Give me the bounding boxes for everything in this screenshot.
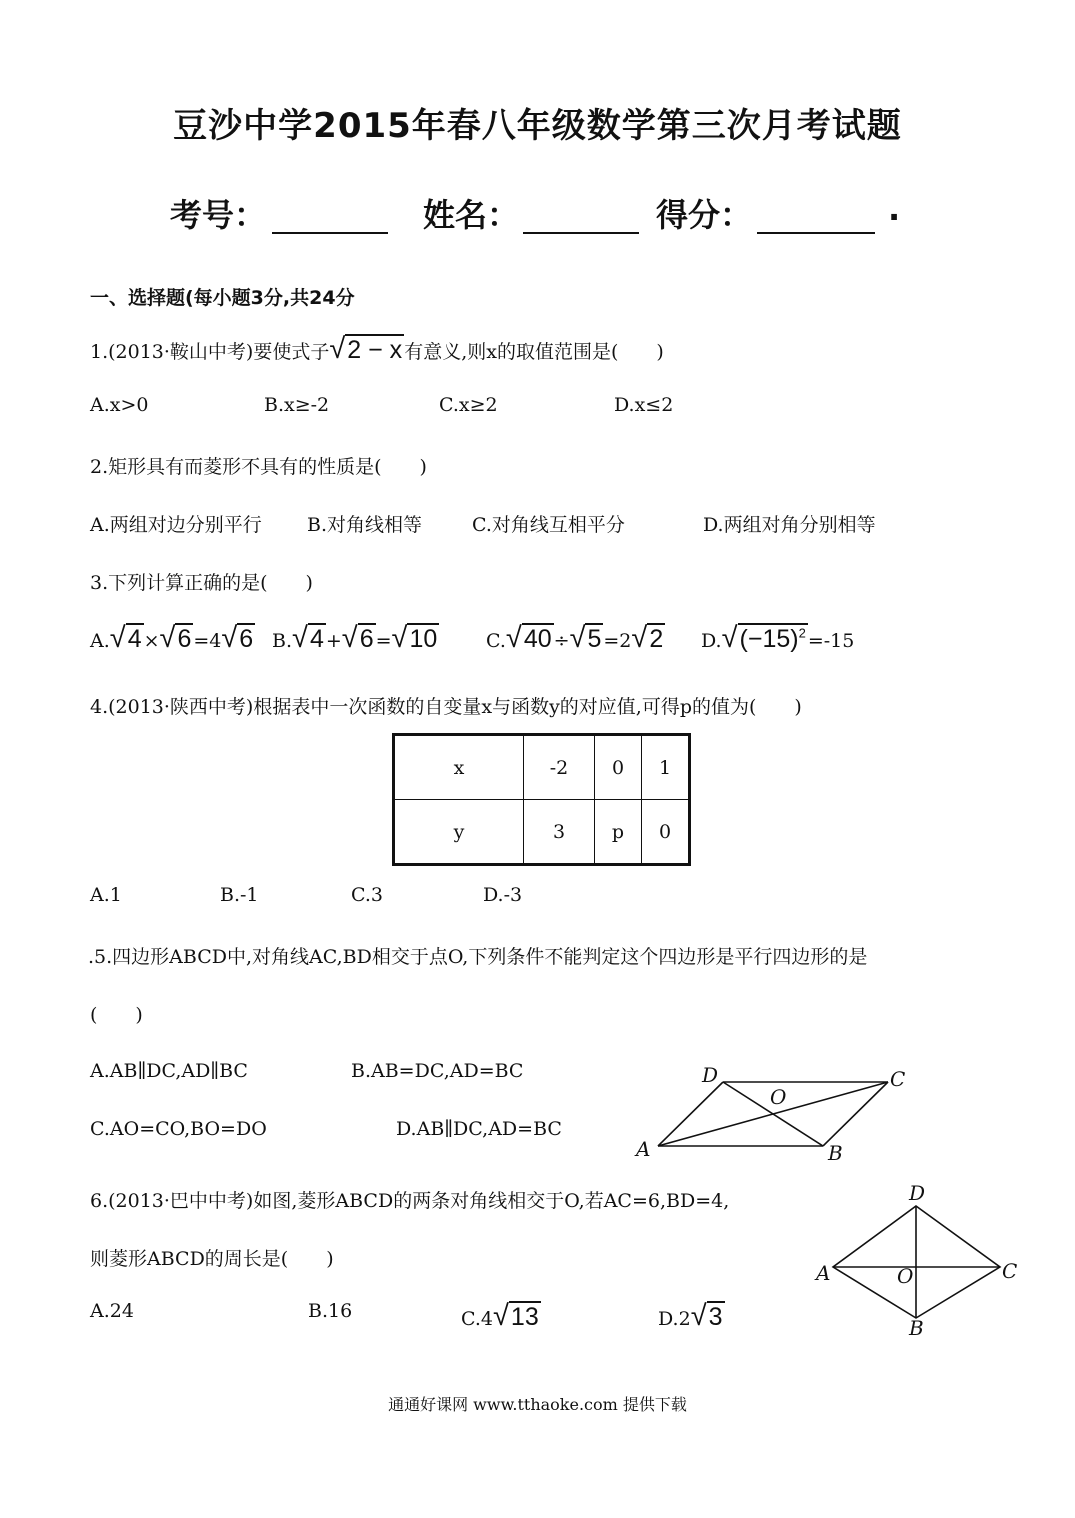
footer-text: 通通好课网 www.tthaoke.com 提供下载 bbox=[388, 1395, 687, 1414]
score-blank[interactable] bbox=[757, 232, 875, 234]
q5-option-c[interactable]: C.AO=CO,BO=DO bbox=[90, 1118, 267, 1140]
table-cell: 3 bbox=[524, 800, 595, 865]
q1-option-c[interactable]: C.x≥2 bbox=[439, 394, 498, 416]
question-2: 2.矩形具有而菱形不具有的性质是( ) bbox=[90, 456, 427, 478]
q1-option-b[interactable]: B.x≥-2 bbox=[264, 394, 330, 416]
vertex-label-c: C bbox=[890, 1067, 906, 1091]
q6-option-d[interactable]: D.2√3 bbox=[658, 1300, 723, 1332]
q1-radical: √2 − x bbox=[329, 333, 403, 365]
q5-option-d[interactable]: D.AB∥DC,AD=BC bbox=[396, 1118, 562, 1140]
q1-option-a[interactable]: A.x>0 bbox=[90, 394, 149, 416]
q1-stem: 1.(2013·鞍山中考)要使式子 bbox=[90, 341, 330, 363]
q3-option-c[interactable]: C.√40 ÷√5 =2√2 bbox=[486, 622, 664, 654]
header-period: . bbox=[888, 190, 901, 228]
rhombus-figure bbox=[810, 1180, 1030, 1340]
name-blank[interactable] bbox=[523, 232, 639, 234]
q3-option-d[interactable]: $D.√(-15)^2 =-15$ bbox=[701, 622, 855, 654]
vertex-label-a: A bbox=[636, 1137, 651, 1161]
vertex-label-a: A bbox=[816, 1261, 831, 1285]
table-cell: 0 bbox=[595, 735, 642, 800]
vertex-label-c: C bbox=[1002, 1259, 1018, 1283]
q4-option-d[interactable]: D.-3 bbox=[483, 884, 523, 906]
center-label-o: O bbox=[770, 1085, 787, 1109]
parallelogram-figure bbox=[630, 1060, 920, 1170]
q1-stem-end: 有意义,则x的取值范围是( ) bbox=[404, 341, 664, 363]
q2-option-a[interactable]: A.两组对边分别平行 bbox=[90, 514, 262, 536]
section-title: 一、选择题(每小题3分,共24分 bbox=[90, 287, 355, 309]
vertex-label-d: D bbox=[702, 1063, 719, 1087]
vertex-label-b: B bbox=[909, 1316, 924, 1340]
table-cell: 1 bbox=[642, 735, 690, 800]
page-title: 豆沙中学2015年春八年级数学第三次月考试题 bbox=[173, 106, 902, 146]
table-cell: y bbox=[394, 800, 524, 865]
table-cell: x bbox=[394, 735, 524, 800]
q4-option-c[interactable]: C.3 bbox=[351, 884, 383, 906]
name-label: 姓名： bbox=[423, 196, 520, 234]
exam-no-label: 考号： bbox=[170, 196, 267, 234]
vertex-label-b: B bbox=[828, 1141, 843, 1165]
table-cell: 0 bbox=[642, 800, 690, 865]
question-6-cont: 则菱形ABCD的周长是( ) bbox=[90, 1248, 334, 1270]
q6-option-a[interactable]: A.24 bbox=[90, 1300, 134, 1322]
q2-option-c[interactable]: C.对角线互相平分 bbox=[472, 514, 625, 536]
value-table bbox=[392, 733, 691, 866]
table-cell: p bbox=[595, 800, 642, 865]
q3-option-b[interactable]: B.√4 +√6 =√10 bbox=[272, 622, 438, 654]
table-row bbox=[394, 735, 690, 800]
question-3: 3.下列计算正确的是( ) bbox=[90, 572, 313, 594]
q2-option-b[interactable]: B.对角线相等 bbox=[307, 514, 423, 536]
q5-paren: ( ) bbox=[90, 1004, 143, 1026]
table-cell: -2 bbox=[524, 735, 595, 800]
exam-no-blank[interactable] bbox=[272, 232, 388, 234]
question-6: 6.(2013·巴中中考)如图,菱形ABCD的两条对角线相交于O,若AC=6,BD=4, bbox=[90, 1190, 730, 1212]
q6-option-b[interactable]: B.16 bbox=[308, 1300, 353, 1322]
q1-option-d[interactable]: D.x≤2 bbox=[614, 394, 674, 416]
question-1 bbox=[90, 333, 664, 366]
q5-option-b[interactable]: B.AB=DC,AD=BC bbox=[351, 1060, 524, 1082]
q3-option-a[interactable]: A.√4 ×√6 =4√6 bbox=[90, 622, 254, 654]
table-row bbox=[394, 800, 690, 865]
q4-option-b[interactable]: B.-1 bbox=[220, 884, 259, 906]
vertex-label-d: D bbox=[909, 1181, 926, 1205]
score-label: 得分： bbox=[656, 196, 753, 234]
q2-option-d[interactable]: D.两组对角分别相等 bbox=[703, 514, 876, 536]
q6-option-c[interactable]: C.4√13 bbox=[461, 1300, 539, 1332]
center-label-o: O bbox=[897, 1264, 914, 1288]
question-4: 4.(2013·陕西中考)根据表中一次函数的自变量x与函数y的对应值,可得p的值为( ) bbox=[90, 696, 802, 718]
q4-option-a[interactable]: A.1 bbox=[90, 884, 122, 906]
question-5: .5.四边形ABCD中,对角线AC,BD相交于点O,下列条件不能判定这个四边形是平行四边形的是 bbox=[88, 946, 868, 968]
q5-option-a[interactable]: A.AB∥DC,AD∥BC bbox=[90, 1060, 248, 1082]
